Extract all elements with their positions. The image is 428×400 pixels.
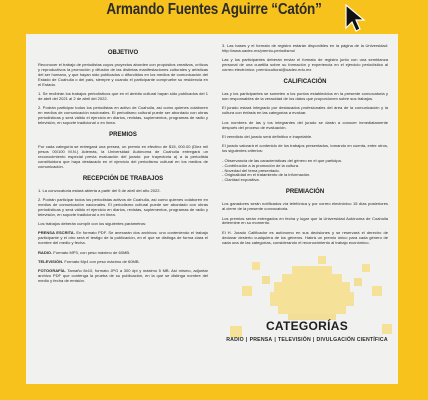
recepcion-1: 1. La convocatoria estará abierta a partir del 5 de abril del año 2022.	[38, 187, 161, 193]
objetivo-text: Reconocer el trabajo de periodistas cuyos proyectos aborden con propósitos creativos, críticos y reproductivos la promoción y difusión de las distintas manifestaciones culturales y artísticas del ser humano, y que hayan sido publicados o difundidos en los medios de comunicación del Estado de Coahuila o del país, siempre y cuando el participante compruebe su residencia en el Estado.	[38, 62, 208, 87]
page-title: Armando Fuentes Aguirre “Catón”	[106, 0, 322, 18]
calificacion-4: El veredicto del jurado será definitivo e inapelable.	[222, 133, 313, 139]
tele-text: Formato Mp4 con peso máximo de 60MB.	[64, 259, 140, 265]
objetivo-heading: OBJETIVO	[107, 50, 139, 56]
calificacion-1: Las y los participantes se someten a los puntos establecidos en la presente convocatoria y son responsables de la veracidad de los datos que proporcionen sobre sus trabajos.	[222, 91, 388, 101]
calificacion-2: El jurado estará integrado por destacados profesionales del área de la comunicación y la cultura con énfasis en las categorías a evaluar.	[222, 105, 388, 116]
tele-label: TELEVISIÓN.	[38, 259, 64, 265]
premios-heading: PREMIOS	[109, 131, 137, 138]
content-panel	[26, 34, 398, 384]
premiacion-heading: PREMIACIÓN	[285, 189, 325, 196]
paragraph-1: 1. Se recibirán los trabajos periodísticos que en el ámbito cultural hayan sido publicados del 1 de abril del 2021 al 2 de abril del 2022.	[38, 91, 208, 101]
categoria-television: TELEVISIÓN	[278, 337, 311, 343]
foto-item	[38, 269, 208, 284]
radio-item	[38, 251, 208, 256]
separator: |	[312, 337, 315, 343]
paragraph-2: 2. Podrán participar todos los periodistas en activo de Coahuila, así como quienes colaboren en medios de comunicación nacionales. El periodismo cultural puede ser abordado con obras periodísticas y será válido el ejercicio en diarios, revistas, suplementos, programas de radio y televisión, en soporte tradicional o en línea.	[38, 105, 208, 126]
foto-text: Tamaño 8x10, formato JPG a 300 dpi y máximo 5 MB. Así mismo, adjuntar archivo PDF que contenga la prueba de su publicación, en la que se distinga nombre del medio y fecha de emisión.	[38, 268, 208, 284]
criteria-item: - Claridad expositiva.	[222, 177, 260, 183]
prensa-label: PRENSA ESCRITA.	[38, 230, 75, 236]
criteria-item: - Novedad del tema presentado.	[222, 167, 280, 173]
paragraph-3: 3. Las bases y el formato de registro estarán disponibles en la página de la Universidad: http://www.uadec.mx/premio-periodismo/	[222, 43, 388, 53]
calificacion-heading: CALIFICACIÓN	[283, 79, 327, 86]
recepcion-3: Los trabajos deberán cumplir con los siguientes parámetros:	[38, 221, 147, 227]
left-column	[38, 44, 208, 289]
categoria-radio: RADIO	[226, 337, 244, 343]
mouse-pointer-icon	[344, 4, 368, 32]
prensa-item	[38, 231, 208, 246]
premiacion-2: Los premios serán entregados en fecha y lugar que la Universidad Autónoma de Coahuila determine en su momento.	[222, 215, 388, 226]
separator: |	[245, 337, 248, 343]
calificacion-5: El jurado valorará el contenido de los trabajos presentados, tomando en cuenta, entre otros, los siguientes criterios:	[222, 143, 388, 154]
criteria-item: - Originalidad en el tratamiento de la información.	[222, 172, 311, 178]
radio-text: Formato MP3, con peso máximo de 60MB.	[53, 249, 131, 255]
criteria-list	[222, 159, 388, 184]
prensa-text: En formato PDF. Se anexarán dos archivos: uno conteniendo el trabajo participante y el otro será el testigo de la publicación, en el que se distinga de forma clara el nombre del medio y fecha.	[38, 230, 208, 246]
criteria-item: - Observancia de las características del género en el que participa.	[222, 157, 342, 163]
categorias-list	[216, 337, 398, 343]
criteria-item: - Contribución a la promoción de la cultura.	[222, 162, 300, 168]
paragraph-4: Las y los participantes deberán enviar el formato de registro junto con una semblanza personal de una cuartilla sobre su formación y experiencia en el ejercicio periodístico al correo electrónico: premiocultural@uadec.edu.mx	[222, 57, 388, 73]
premios-text: Por cada categoría se entregará una presea, un premio en efectivo de $15, 000.00 (Diez mil pesos 00/100 M.N.) Además, la Universidad Autónoma de Coahuila entregará un reconocimiento especial previa evaluación del jurado: por trayectoria a) a la periodista constituidora que haya destacado en el ejercicio del periodismo cultural en los medios de comunicación.	[38, 143, 208, 169]
recepcion-heading: RECEPCIÓN DE TRABAJOS	[82, 175, 164, 182]
categorias-title: CATEGORÍAS	[265, 319, 349, 333]
radio-label: RADIO.	[38, 249, 53, 255]
separator: |	[274, 337, 277, 343]
categoria-divulgacion: DIVULGACIÓN CIENTÍFICA	[316, 337, 388, 343]
foto-label: FOTOGRAFÍA.	[38, 268, 66, 274]
tele-item	[38, 260, 208, 265]
right-column	[222, 44, 388, 250]
recepcion-2: 2. Podrán participar todos los periodistas activos de Coahuila, así como quienes colaboren en medios de comunicación nacionales. El periodismo cultural puede ser abordado con obras periodísticas y será válido el ejercicio en diarios, revistas, suplementos, programas de radio y televisión, en soporte tradicional o en línea.	[38, 196, 208, 217]
calificacion-3: Los nombres de las y los integrantes del jurado se darán a conocer inmediatamente después del proceso de evaluación.	[222, 119, 388, 130]
categoria-prensa: PRENSA	[249, 337, 273, 343]
premiacion-3: El H. Jurado Calificador es autónomo en sus decisiones y se reservará el derecho de declarar desierto cualquiera de los géneros. Habrá un premio único para cada género de cada una de las categorías, considerando el reconocimiento al trabajo económico.	[222, 229, 388, 245]
premiacion-1: Los ganadores serán notificados vía telefónica y por correo electrónico 15 días posteriores al cierre de la presente convocatoria.	[222, 201, 388, 212]
